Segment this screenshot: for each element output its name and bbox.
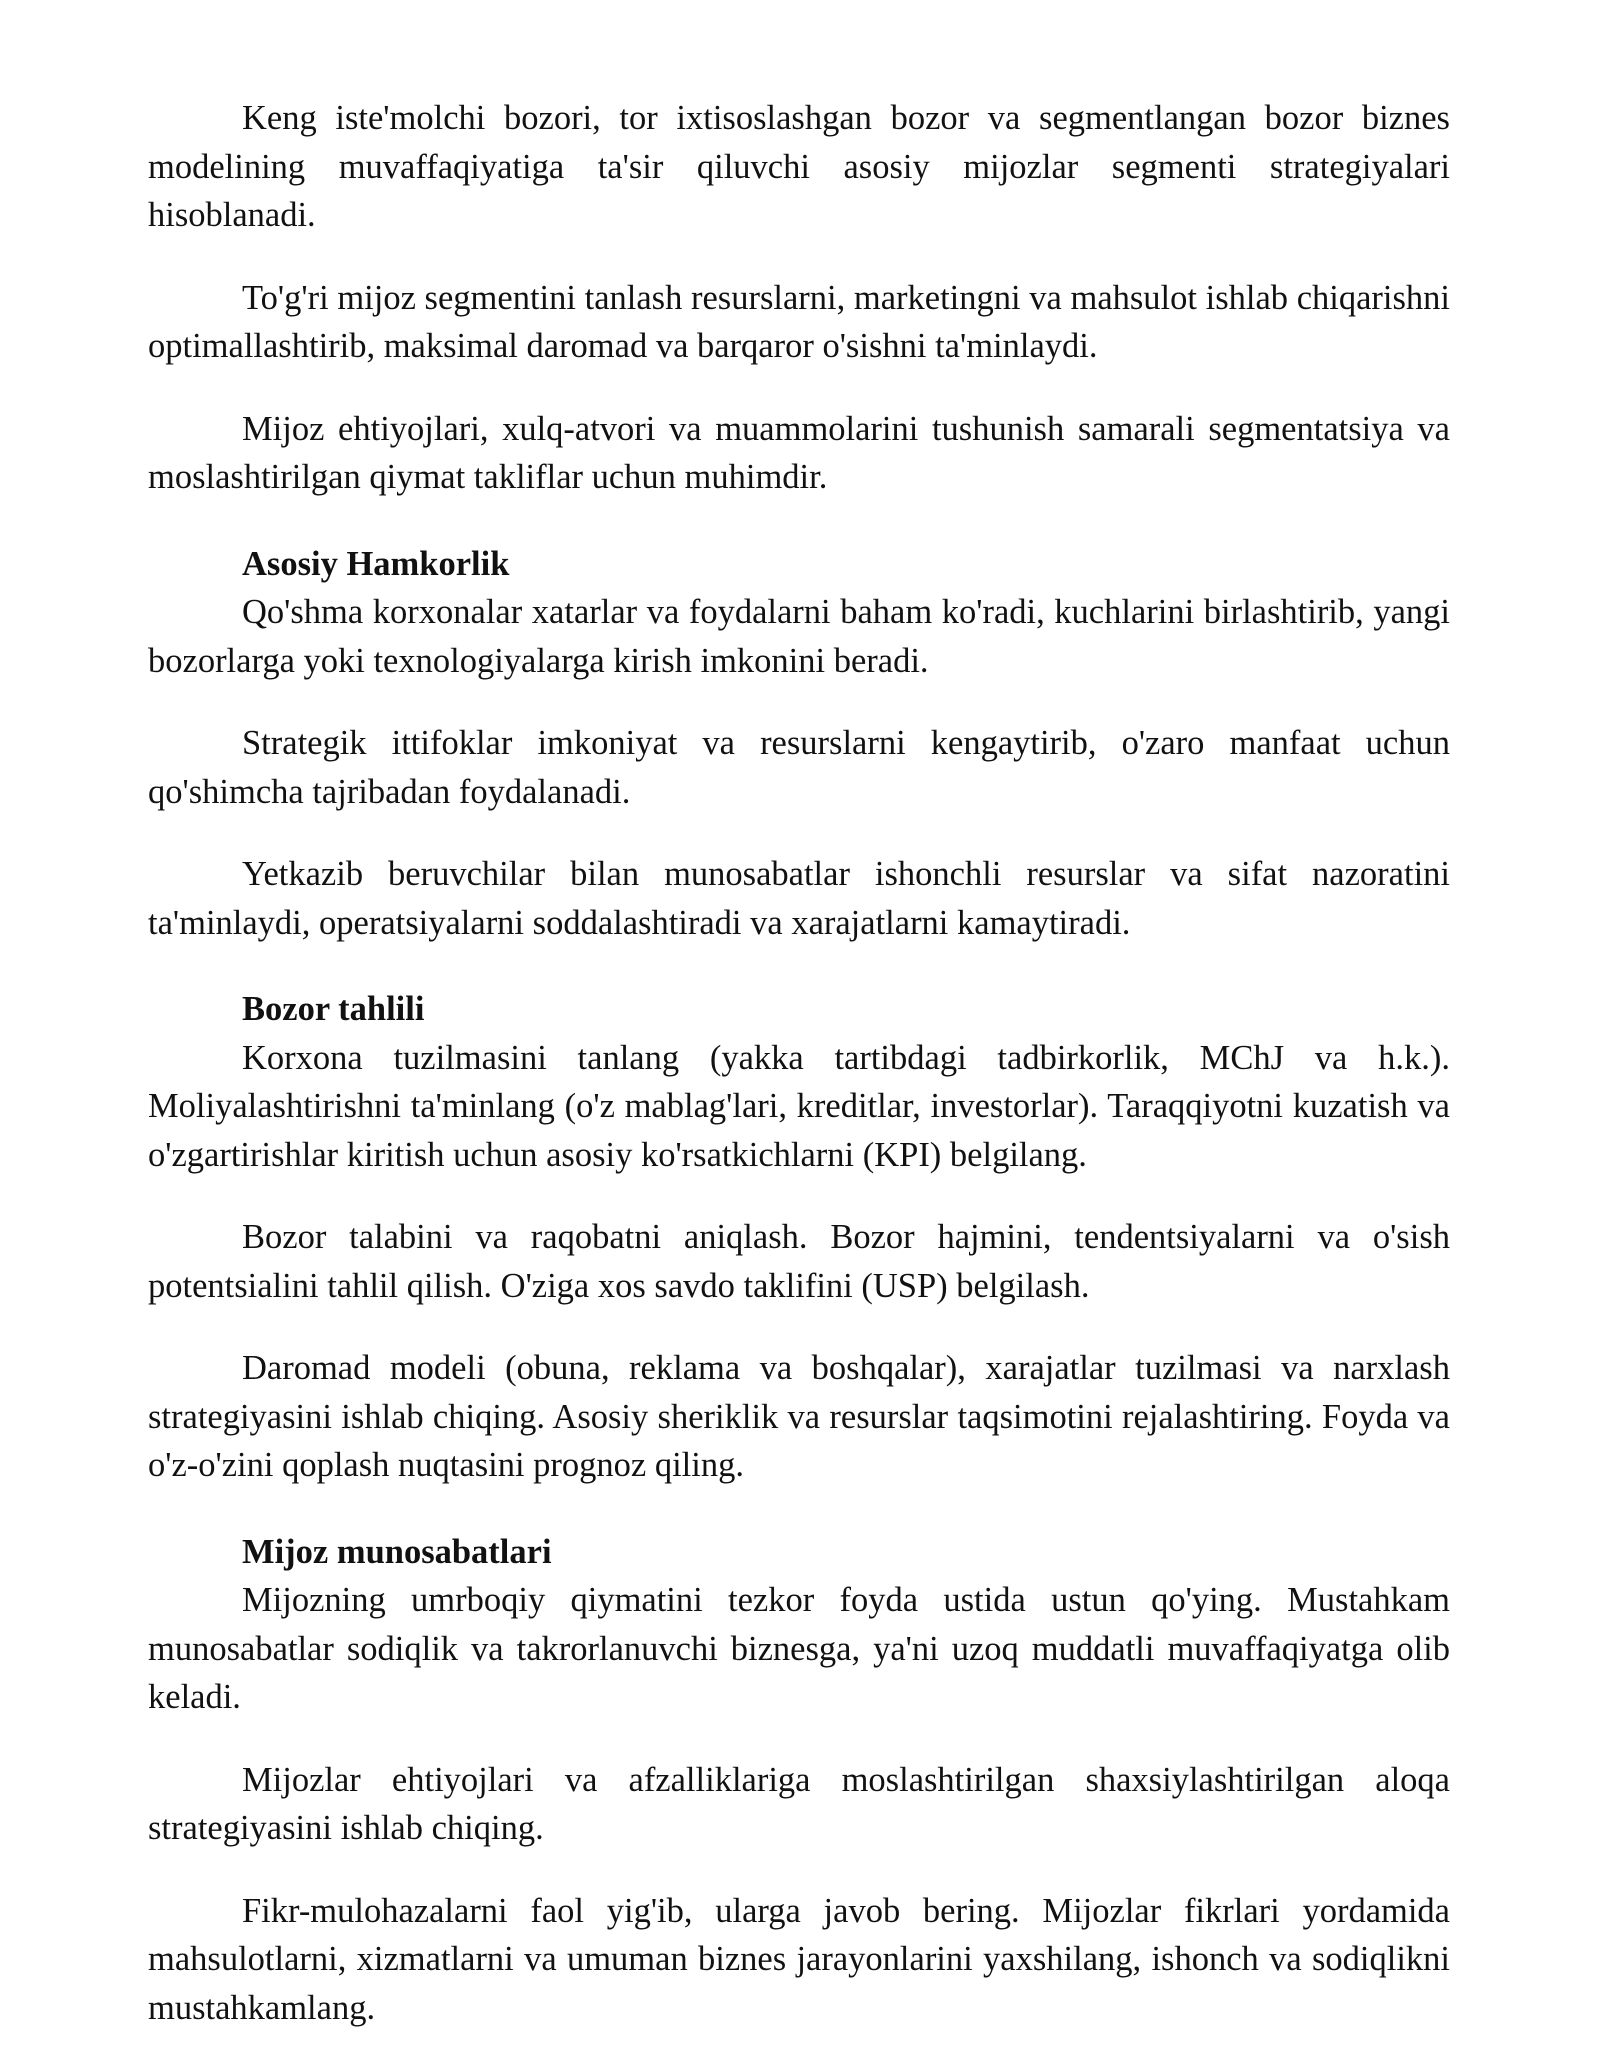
tahlil-paragraph-2: Bozor talabini va raqobatni aniqlash. Bozor hajmini, tendentsiyalarni va o'sish potentsialini tahlil qilish. O'ziga xos savdo taklifini (USP) belgilash. bbox=[148, 1218, 1450, 1305]
section-heading-asosiy-hamkorlik: Asosiy Hamkorlik bbox=[242, 544, 510, 583]
paragraph-gap bbox=[148, 240, 1450, 274]
munosabat-paragraph-1: Mijozning umrboqiy qiymatini tezkor foyda ustida ustun qo'ying. Mustahkam munosabatlar sodiqlik va takrorlanuvchi biznesga, ya'ni uzoq muddatli muvaffaqiyatga olib keladi. bbox=[148, 1581, 1450, 1716]
munosabat-paragraph-2: Mijozlar ehtiyojlari va afzalliklariga moslashtirilgan shaxsiylashtirilgan aloqa strategiyasini ishlab chiqing. bbox=[148, 1760, 1450, 1847]
section-gap bbox=[148, 947, 1450, 985]
paragraph-gap bbox=[148, 816, 1450, 850]
munosabat-paragraph-3: Fikr-mulohazalarni faol yig'ib, ularga javob bering. Mijozlar fikrlari yordamida mahsulotlarni, xizmatlarni va umuman biznes jarayonlarini yaxshilang, ishonch va sodiqlikni mustahkamlang. bbox=[148, 1891, 1450, 2027]
paragraph-gap bbox=[148, 371, 1450, 405]
intro-paragraph-1: Keng iste'molchi bozori, tor ixtisoslashgan bozor va segmentlangan bozor biznes modelining muvaffaqiyatiga ta'sir qiluvchi asosiy mijozlar segmenti strategiyalari hisoblanadi. bbox=[148, 99, 1450, 234]
paragraph-gap bbox=[148, 685, 1450, 719]
paragraph-gap bbox=[148, 1722, 1450, 1756]
section-gap bbox=[148, 1490, 1450, 1528]
hamkorlik-paragraph-3: Yetkazib beruvchilar bilan munosabatlar ishonchli resurslar va sifat nazoratini ta'minlaydi, operatsiyalarni soddalashtiradi va xarajatlarni kamaytiradi. bbox=[148, 855, 1450, 942]
tahlil-paragraph-3: Daromad modeli (obuna, reklama va boshqalar), xarajatlar tuzilmasi va narxlash strategiyasini ishlab chiqing. Asosiy sheriklik va resurslar taqsimotini rejalashtiring. Foyda va o'z-o'zini qoplash nuqtasini prognoz qiling. bbox=[148, 1349, 1450, 1484]
intro-paragraph-2: To'g'ri mijoz segmentini tanlash resurslarni, marketingni va mahsulot ishlab chiqarishni optimallashtirib, maksimal daromad va barqaror o'sishni ta'minlaydi. bbox=[148, 278, 1450, 365]
section-heading-bozor-tahlili: Bozor tahlili bbox=[242, 990, 425, 1028]
paragraph-gap bbox=[148, 1853, 1450, 1887]
hamkorlik-paragraph-2: Strategik ittifoklar imkoniyat va resurslarni kengaytirib, o'zaro manfaat uchun qo'shimcha tajribadan foydalanadi. bbox=[148, 724, 1450, 811]
tahlil-paragraph-1: Korxona tuzilmasini tanlang (yakka tartibdagi tadbirkorlik, MChJ va h.k.). Moliyalashtirishni ta'minlang (o'z mablag'lari, kreditlar, investorlar). Taraqqiyotni kuzatish va o'zgartirishlar kiritish uchun asosiy ko'rsatkichlarni (KPI) belgilang. bbox=[148, 1038, 1450, 1174]
intro-paragraph-3: Mijoz ehtiyojlari, xulq-atvori va muammolarini tushunish samarali segmentatsiya va moslashtirilgan qiymat takliflar uchun muhimdir. bbox=[148, 409, 1450, 496]
hamkorlik-paragraph-1: Qo'shma korxonalar xatarlar va foydalarni baham ko'radi, kuchlarini birlashtirib, yangi bozorlarga yoki texnologiyalarga kirish imkonini beradi. bbox=[148, 593, 1450, 680]
section-gap bbox=[148, 502, 1450, 540]
section-heading-mijoz-munosabatlari: Mijoz munosabatlari bbox=[242, 1532, 552, 1571]
paragraph-gap bbox=[148, 1310, 1450, 1344]
paragraph-gap bbox=[148, 1179, 1450, 1213]
document-page bbox=[148, 94, 1450, 2032]
